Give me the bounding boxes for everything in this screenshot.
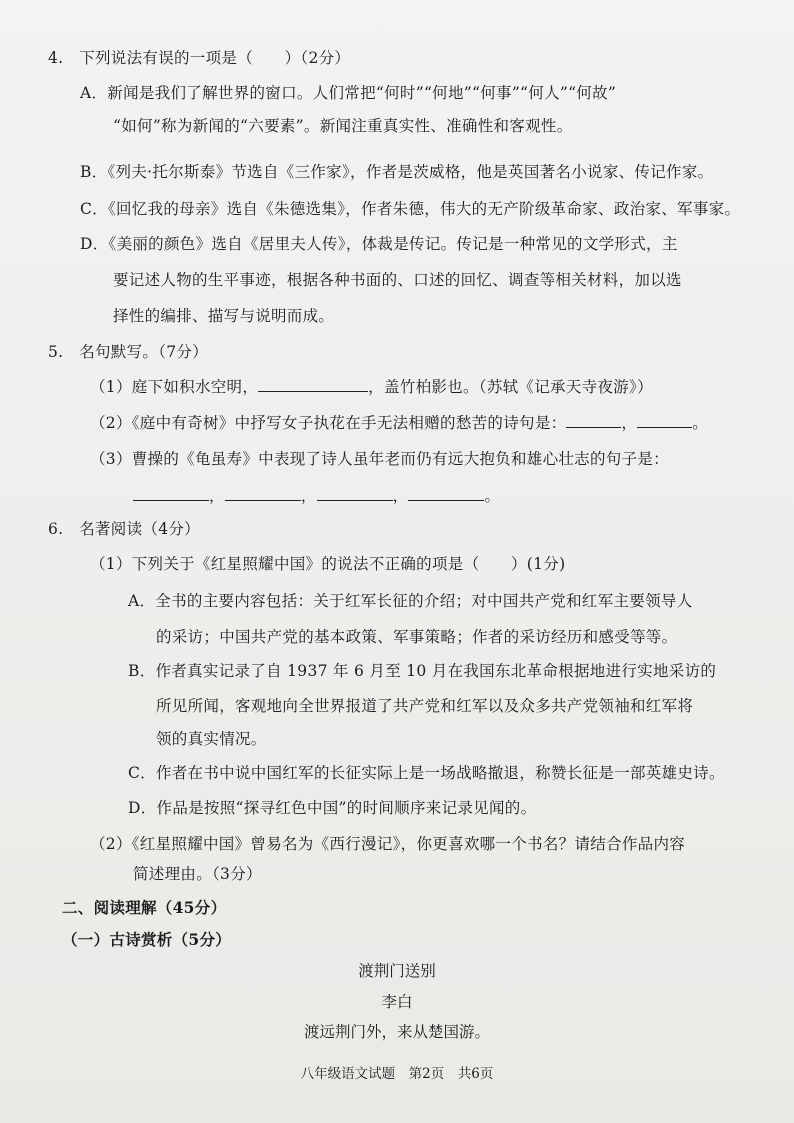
answer-blank[interactable] (258, 377, 368, 392)
answer-blank[interactable] (408, 486, 484, 501)
answer-blank[interactable] (133, 486, 209, 501)
page-footer: 八年级语文试题 第2页 共6页 (300, 1066, 494, 1082)
q5-item-3-separator: ， (392, 487, 409, 505)
answer-blank[interactable] (637, 413, 692, 428)
section-2-subtitle: （一）古诗赏析（5分） (62, 930, 232, 949)
answer-blank[interactable] (317, 486, 393, 501)
q5-item-3-separator: ， (209, 487, 225, 505)
q5-item-3-separator: ， (300, 487, 317, 505)
poem-author: 李白 (381, 993, 413, 1011)
q5-item-2-text: （2）《庭中有奇树》中抒写女子执花在手无法相赠的愁苦的诗句是： (90, 414, 567, 432)
q5-item-1-suffix: ，盖竹柏影也。（苏轼《记承天寺夜游》） (368, 378, 653, 396)
q4-option-b: B．《列夫·托尔斯泰》节选自《三作家》，作者是茨威格，他是英国著名小说家、传记作家。 (80, 163, 714, 181)
q6-option-b-line2: 所见所闻，客观地向全世界报道了共产党和红军以及众多共产党领袖和红军将 (156, 697, 694, 715)
question-4-stem: 4. 下列说法有误的一项是（ ）（2分） (48, 49, 351, 67)
poem-line-1: 渡远荆门外，来从楚国游。 (303, 1023, 490, 1041)
q6-option-a-line1: A．全书的主要内容包括：关于红军长征的介绍；对中国共产党和红军主要领导人 (128, 592, 693, 610)
q6-option-b-line1: B．作者真实记录了自 1937 年 6 月至 10 月在我国东北革命根据地进行实地采访的 (128, 662, 717, 680)
q4-option-c: C．《回忆我的母亲》选自《朱德选集》，作者朱德，伟大的无产阶级革命家、政治家、军事家。 (80, 200, 741, 218)
q6-option-a-line2: 的采访；中国共产党的基本政策、军事策略；作者的采访经历和感受等等。 (156, 628, 678, 646)
q4-option-a-line2: “如何”称为新闻的“六要素”。新闻注重真实性、准确性和客观性。 (113, 117, 573, 135)
q6-option-c: C．作者在书中说中国红军的长征实际上是一场战略撤退，称赞长征是一部英雄史诗。 (128, 764, 725, 782)
q5-item-2-end: 。 (692, 414, 709, 432)
q6-item-2-line2: 简述理由。（3分） (133, 865, 262, 883)
q4-option-d-line2: 要记述人物的生平事迹，根据各种书面的、口述的回忆、调查等相关材料，加以选 (113, 271, 682, 289)
q6-item-2-line1: （2）《红星照耀中国》曾易名为《西行漫记》，你更喜欢哪一个书名？请结合作品内容 (90, 835, 686, 853)
q4-option-d-line3: 择性的编排、描写与说明而成。 (113, 307, 335, 325)
question-6-stem: 6. 名著阅读（4分） (48, 520, 200, 538)
answer-blank[interactable] (225, 486, 301, 501)
q6-option-b-line3: 领的真实情况。 (156, 730, 267, 748)
q5-item-3-end: 。 (484, 487, 501, 505)
q5-item-2 (90, 413, 708, 433)
q5-item-3: （3）曹操的《龟虽寿》中表现了诗人虽年老而仍有远大抱负和雄心壮志的句子是： (90, 450, 669, 468)
q6-option-d: D．作品是按照“探寻红色中国”的时间顺序来记录见闻的。 (128, 799, 537, 817)
q5-item-1-prefix: （1）庭下如积水空明， (90, 378, 259, 396)
poem-title: 渡荆门送别 (358, 962, 436, 980)
q4-option-d-line1: D．《美丽的颜色》选自《居里夫人传》，体裁是传记。传记是一种常见的文学形式，主 (80, 235, 678, 253)
section-2-title: 二、阅读理解（45分） (62, 898, 227, 917)
q4-option-a-line1: A．新闻是我们了解世界的窗口。人们常把“何时”“何地”“何事”“何人”“何故” (80, 84, 617, 102)
q5-item-1 (90, 377, 653, 397)
q5-item-3-blanks (133, 486, 500, 506)
answer-blank[interactable] (566, 413, 621, 428)
q6-item-1: （1）下列关于《红星照耀中国》的说法不正确的项是（ ）(1分) (90, 555, 566, 573)
q5-item-2-separator: ， (621, 414, 638, 432)
question-5-stem: 5. 名句默写。（7分） (48, 343, 209, 361)
